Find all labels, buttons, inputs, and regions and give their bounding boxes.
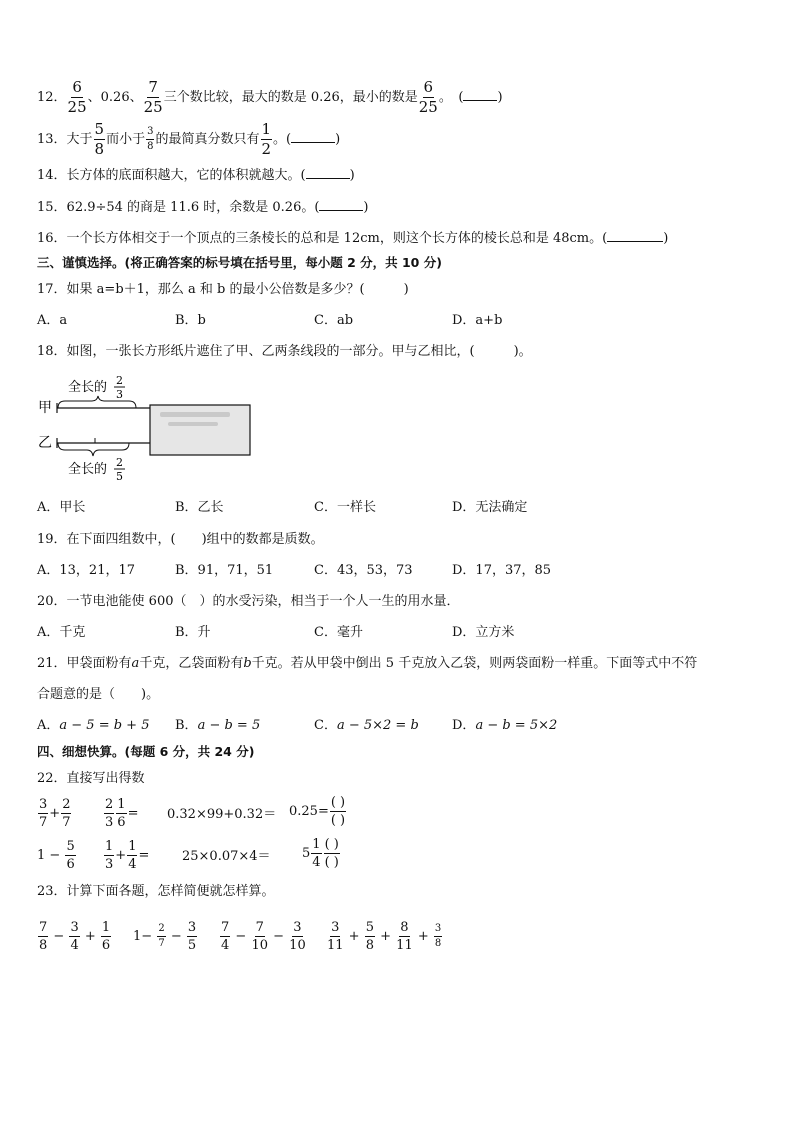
option-d[interactable]: D．17，37，85 [452, 563, 552, 578]
answer-blank[interactable] [607, 229, 663, 242]
label-yi: 乙 [38, 435, 52, 451]
bottom-frac-num: 2 [116, 456, 123, 469]
option-a[interactable]: A．a [37, 313, 68, 328]
option-c[interactable]: C．一样长 [314, 500, 376, 515]
q22-expr-4: 0.25= $\frac{( )}{( )}$ [289, 795, 346, 828]
fraction: $\frac{5}{8}$ [94, 120, 105, 158]
question-18: 18．如图，一张长方形纸片遮住了甲、乙两条线段的一部分。甲与乙相比，( )。 [37, 344, 532, 359]
fraction: $\frac{6}{25}$ [418, 78, 438, 116]
fraction: $\frac{6}{25}$ [67, 78, 87, 116]
label-jia: 甲 [38, 400, 52, 416]
bottom-frac-den: 5 [116, 470, 123, 483]
option-d[interactable]: D．立方米 [452, 625, 515, 640]
option-a[interactable]: A．甲长 [37, 500, 86, 515]
q22-expr-8: 5 $\frac{1}{4}$ $\frac{( )}{( )}$ [302, 837, 339, 870]
option-a[interactable]: A．a − 5 = b + 5 [37, 718, 150, 733]
bottom-brace [58, 443, 129, 456]
option-a[interactable]: A．13，21，17 [37, 563, 136, 578]
q22-expr-2: $\frac{2}{3}$ $\frac{1}{6}$ = [105, 797, 139, 830]
question-15: 15．62.9÷54 的商是 11.6 时，余数是 0.26。( ) [37, 200, 369, 215]
option-c[interactable]: C．ab [314, 313, 354, 328]
option-b[interactable]: B．升 [175, 625, 211, 640]
q22-expr-7: 25×0.07×4＝ [182, 849, 271, 864]
q23-expr-3: $\frac{7}{4}$ − $\frac{7}{10}$ − $\frac{3}{10}$ [221, 920, 306, 953]
answer-blank[interactable] [463, 88, 497, 101]
option-d[interactable]: D．a − b = 5×2 [452, 718, 558, 733]
option-d[interactable]: D．a+b [452, 313, 503, 328]
question-14: 14．长方体的底面积越大，它的体积就越大。( ) [37, 168, 355, 183]
option-b[interactable]: B．a − b = 5 [175, 718, 261, 733]
top-frac-den: 3 [116, 388, 123, 401]
q22-expr-6: $\frac{1}{3}$ + $\frac{1}{4}$ = [105, 839, 150, 872]
question-12: 12． $\frac{6}{25}$ 、0.26、 $\frac{7}{25}$ 三个数比较，最大的数是 0.26，最小的数是 $\frac{6}{25}$ 。 ( ) [37, 78, 503, 116]
question-21: 21．甲袋面粉有a千克，乙袋面粉有b千克。若从甲袋中倒出 5 千克放入乙袋，则两袋面粉一样重。下面等式中不符 [37, 656, 698, 671]
option-b[interactable]: B．b [175, 313, 206, 328]
option-c[interactable]: C．毫升 [314, 625, 363, 640]
answer-blank[interactable] [319, 198, 363, 211]
answer-blank[interactable]: ( ) [324, 855, 339, 870]
question-19: 19．在下面四组数中，( )组中的数都是质数。 [37, 532, 324, 547]
answer-blank[interactable] [291, 130, 335, 143]
fraction: $\frac{3}{8}$ [147, 126, 154, 152]
answer-blank[interactable]: ( ) [324, 837, 339, 852]
answer-blank[interactable]: ( ) [330, 813, 346, 828]
q22-expr-1: $\frac{3}{7}$ + $\frac{2}{7}$ [39, 797, 71, 830]
option-d[interactable]: D．无法确定 [452, 500, 528, 515]
option-b[interactable]: B．乙长 [175, 500, 224, 515]
q23-expr-1: $\frac{7}{8}$ − $\frac{3}{4}$ + $\frac{1}{6}$ [39, 920, 111, 953]
question-20: 20．一节电池能使 600（ ）的水受污染，相当于一个人一生的用水量． [37, 594, 460, 609]
section-4-heading: 四、细想快算。(每题 6 分，共 24 分) [37, 744, 255, 759]
q12-number: 12． [37, 90, 67, 105]
question-17: 17．如果 a=b＋1，那么 a 和 b 的最小公倍数是多少？( ) [37, 282, 409, 297]
question-16: 16．一个长方体相交于一个顶点的三条棱长的总和是 12cm，则这个长方体的棱长总和是 48cm。( ) [37, 231, 669, 246]
question-21-cont: 合题意的是（ )。 [37, 687, 160, 702]
question-22: 22．直接写出得数 [37, 771, 145, 786]
top-frac-num: 2 [116, 374, 123, 387]
answer-blank[interactable] [306, 166, 350, 179]
segment-figure [36, 370, 256, 486]
question-13: 13．大于 $\frac{5}{8}$ 而小于 $\frac{3}{8}$ 的最简真分数只有 $\frac{1}{2}$ 。( ) [37, 120, 341, 158]
q23-expr-2: 1− $\frac{2}{7}$ − $\frac{3}{5}$ [133, 920, 197, 953]
top-label: 全长的 [68, 380, 108, 395]
fraction: $\frac{1}{2}$ [261, 120, 272, 158]
q22-expr-5: 1 − $\frac{5}{6}$ [37, 839, 75, 872]
option-b[interactable]: B．91，71，51 [175, 563, 274, 578]
fraction: $\frac{7}{25}$ [143, 78, 163, 116]
option-a[interactable]: A．千克 [37, 625, 86, 640]
section-3-heading: 三、谨慎选择。(将正确答案的标号填在括号里，每小题 2 分，共 10 分) [37, 255, 442, 270]
question-23: 23．计算下面各题，怎样简便就怎样算。 [37, 884, 275, 899]
q23-expr-4: $\frac{3}{11}$ + $\frac{5}{8}$ + $\frac{8}{11}$ + $\frac{3}{8}$ [327, 920, 442, 953]
option-c[interactable]: C．43，53，73 [314, 563, 413, 578]
answer-blank[interactable]: ( ) [330, 795, 346, 810]
option-c[interactable]: C．a − 5×2 = b [314, 718, 419, 733]
top-brace [58, 396, 136, 408]
bottom-label: 全长的 [68, 462, 108, 477]
q22-expr-3: 0.32×99+0.32＝ [167, 807, 277, 822]
